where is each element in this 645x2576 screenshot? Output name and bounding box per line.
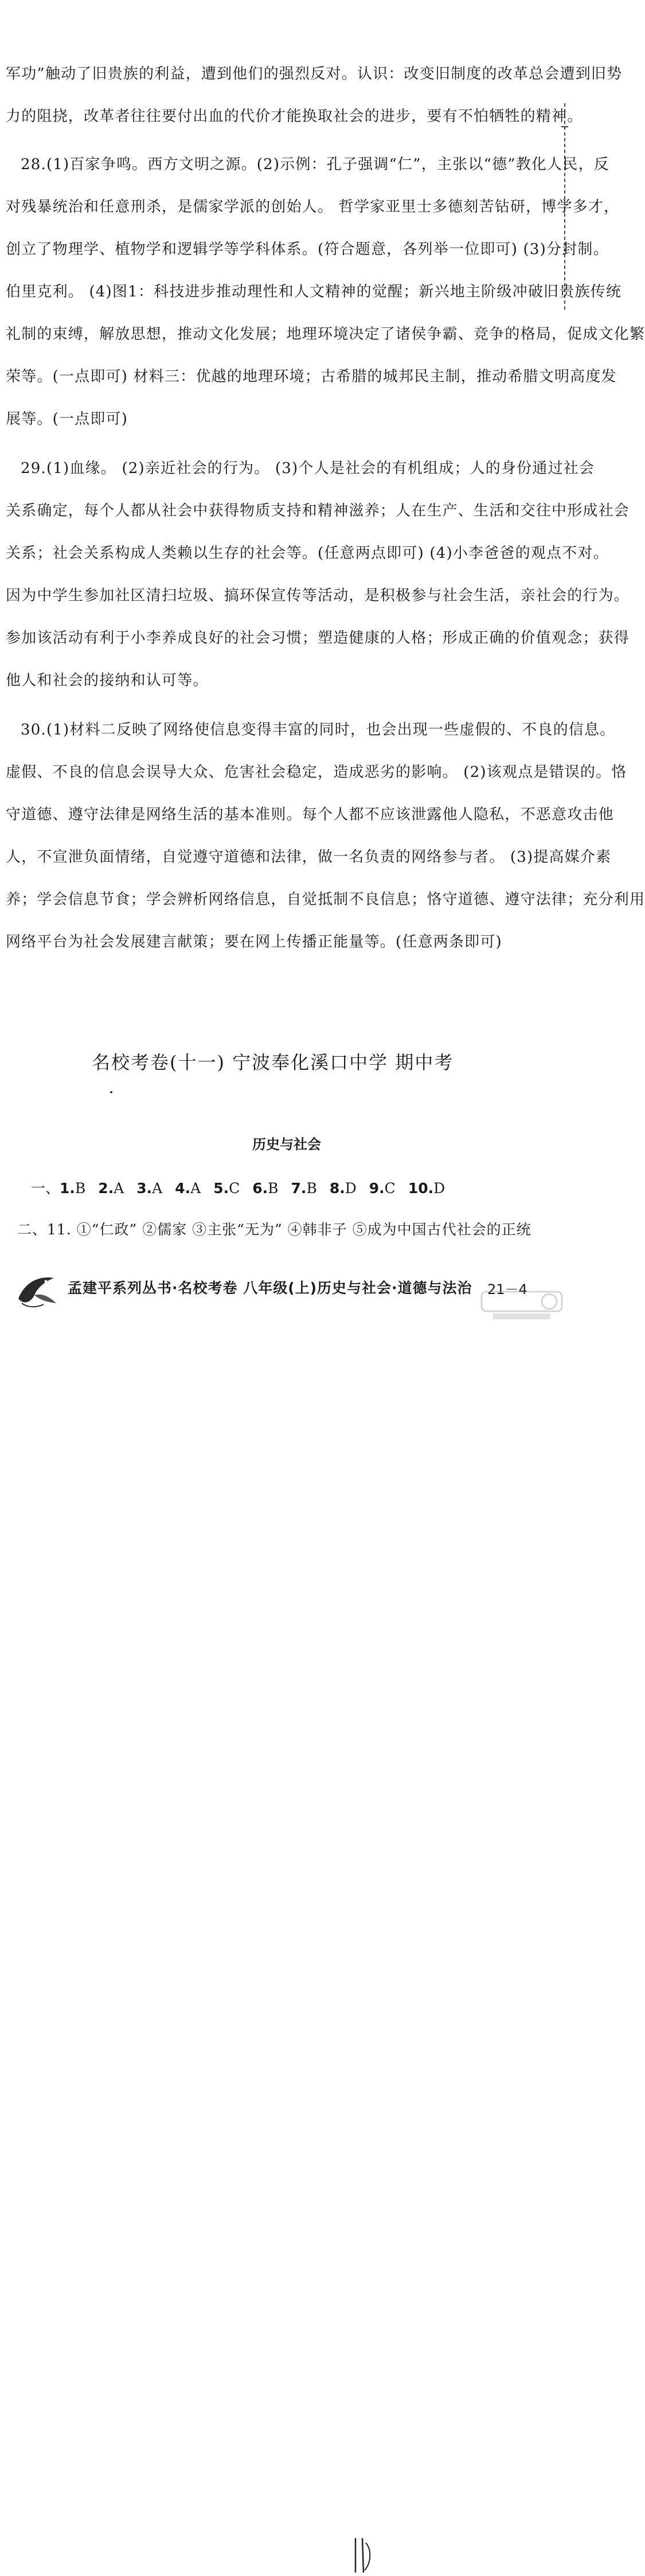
answer-item: 8.D	[329, 1180, 357, 1197]
text-line: 展等。(一点即可)	[6, 411, 128, 428]
text-line: 伯里克利。 (4)图1：科技进步推动理性和人文精神的觉醒；新兴地主阶级冲破旧贵族传统	[6, 283, 622, 300]
text-line: 人，不宣泄负面情绪，自觉遵守道德和法律，做一名负责的网络参与者。 (3)提高媒介素	[6, 849, 612, 866]
text-line: 网络平台为社会发展建言献策；要在网上传播正能量等。(任意两条即可)	[6, 933, 502, 951]
text-line: 创立了物理学、植物学和逻辑学等学科体系。(符合题意，各列举一位即可) (3)分封制。	[6, 241, 609, 258]
page-footer	[0, 1264, 573, 1325]
question-28-line: 28.(1)百家争鸣。西方文明之源。(2)示例：孔子强调“仁”，主张以“德”教化人民，反	[21, 156, 609, 173]
text-line: 军功”触动了旧贵族的利益，遭到他们的强烈反对。认识：改变旧制度的改革总会遭到旧势	[6, 65, 623, 83]
text-line: 养；学会信息节食；学会辨析网络信息，自觉抵制不良信息；恪守道德、遵守法律；充分利用	[6, 891, 645, 908]
ink-dot	[110, 1091, 112, 1093]
text-line: 因为中学生参加社区清扫垃圾、搞环保宣传等活动，是积极参与社会生活，亲社会的行为。	[6, 587, 630, 604]
handwritten-mark	[351, 2536, 374, 2576]
question-30-line: 30.(1)材料二反映了网络使信息变得丰富的同时，也会出现一些虚假的、不良的信息。	[21, 721, 616, 738]
text-line: 虚假、不良的信息会误导大众、危害社会稳定，造成恶劣的影响。 (2)该观点是错误的。恪	[6, 764, 627, 781]
answer-item: 2.A	[98, 1180, 124, 1197]
text-line: 守道德、遵守法律是网络生活的基本准则。每个人都不应该泄露他人隐私，不恶意攻击他	[6, 806, 614, 823]
text-line: 关系；社会关系构成人类赖以生存的社会等。(任意两点即可) (4)小李爸爸的观点不对。	[6, 545, 609, 562]
text-line: 参加该活动有利于小李养成良好的社会习惯；塑造健康的人格；形成正确的价值观念；获得	[6, 630, 630, 647]
exam-section-title: 名校考卷(十一) 宁波奉化溪口中学 期中考	[92, 1051, 454, 1073]
footer-series-title: 孟建平系列丛书·名校考卷 八年级(上)历史与社会·道德与法治	[68, 1280, 472, 1296]
answer-item: 5.C	[213, 1180, 240, 1197]
question-29-line: 29.(1)血缘。 (2)亲近社会的行为。 (3)个人是社会的有机组成；人的身份通过社会	[21, 460, 595, 477]
answer-item: 7.B	[291, 1180, 317, 1197]
text-line: 他人和社会的接纳和认可等。	[6, 672, 209, 689]
answer-item: 6.B	[252, 1180, 279, 1197]
answers-prefix: 一、	[31, 1180, 60, 1197]
answer-item: 3.A	[136, 1180, 163, 1197]
answer-item: 4.A	[175, 1180, 201, 1197]
text-line: 礼制的束缚，解放思想，推动文化发展；地理环境决定了诸侯争霸、竞争的格局，促成文化繁	[6, 326, 645, 343]
watermark-logo-icon	[476, 1288, 568, 1323]
text-line: 关系确定，每个人都从社会中获得物质支持和精神滋养；人在生产、生活和交往中形成社会	[6, 502, 630, 519]
answer-item: 10.D	[408, 1180, 445, 1197]
fill-answers: 二、11. ①“仁政” ②儒家 ③主张“无为” ④韩非子 ⑤成为中国古代社会的正统	[17, 1221, 531, 1238]
choice-answers	[31, 1177, 458, 1198]
text-line: 荣等。(一点即可) 材料三：优越的地理环境；古希腊的城邦民主制，推动希腊文明高度发	[6, 368, 617, 385]
text-line: 对残暴统治和任意刑杀，是儒家学派的创始人。 哲学家亚里士多德刻苦钻研，博学多才，	[6, 198, 620, 216]
text-line: 力的阻挠，改革者往往要付出血的代价才能换取社会的进步，要有不怕牺牲的精神。	[6, 108, 583, 125]
subject-title: 历史与社会	[252, 1136, 321, 1152]
answer-item: 1.B	[60, 1180, 86, 1197]
page-number: 21－4	[487, 1281, 527, 1297]
bird-logo-icon	[14, 1270, 60, 1310]
answer-item: 9.C	[369, 1180, 396, 1197]
